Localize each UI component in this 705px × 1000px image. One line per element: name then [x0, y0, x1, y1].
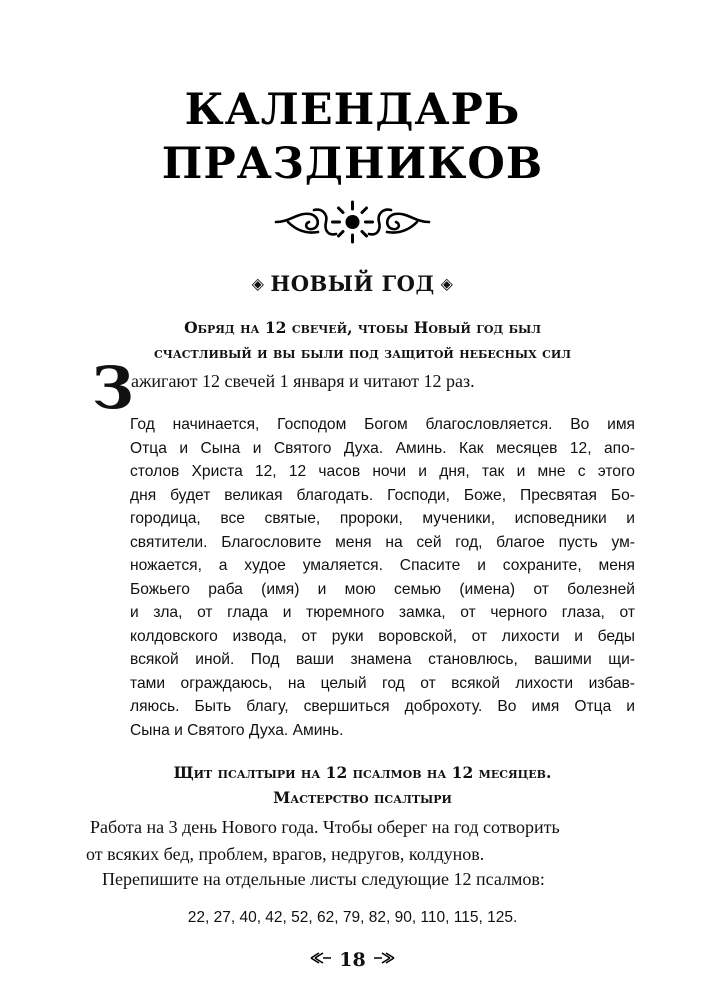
work-line-1: Работа на 3 день Нового года. Чтобы оберег на год сотворить — [90, 817, 560, 837]
psalter-shield-title — [90, 760, 635, 810]
page-title-line-2: ПРАЗДНИКОВ — [161, 139, 544, 189]
prayer-line: святители. Благословите меня на сей год, благое пусть ум- — [130, 533, 635, 551]
prayer-line: Год начинается, Господом Богом благословляется. Во имя — [130, 416, 635, 433]
prayer-line: ляюсь. Быть благу, свершиться доброхоту. Во имя Отца и — [130, 698, 635, 715]
psalter-title-line-1: Щит псалтыри на 12 псалмов на 12 месяцев. — [173, 763, 552, 782]
prayer-line: столов Христа 12, 12 часов ночи и дня, так и мне с этого — [130, 463, 635, 480]
prayer-line: Сына и Святого Духа. Аминь. — [130, 721, 344, 739]
rite-title — [90, 315, 635, 365]
section-heading — [0, 267, 705, 301]
scroll-bracket-icon — [309, 952, 333, 964]
work-instructions — [88, 814, 638, 868]
rewrite-line: Перепишите на отдельные листы следующие 12 псалмов: — [102, 869, 545, 889]
sun-scroll-ornament-icon — [270, 196, 435, 248]
section-heading-text: НОВЫЙ ГОД — [270, 271, 435, 296]
work-line-2: от всяких бед, проблем, врагов, недругов, колдунов. — [86, 844, 485, 864]
prayer-text — [130, 413, 635, 742]
prayer-line: и зла, от глада и тюремного замка, от черного глаза, от — [130, 604, 635, 621]
prayer-line: всякой иной. Под ваши знамена становлюсь, вашими щи- — [130, 651, 635, 668]
drop-cap: З — [92, 354, 134, 422]
prayer-line: ножается, а худое умаляется. Спасите и сохраните, меня — [130, 557, 635, 574]
psalm-list: 22, 27, 40, 42, 52, 62, 79, 82, 90, 110, 115, 125. — [187, 909, 518, 926]
prayer-line: колдовского извода, от руки воровской, от лихости и беды — [130, 627, 635, 645]
prayer-line: тами ограждаюсь, на целый год от всякой лихости избав- — [130, 674, 635, 692]
prayer-line: Божьего раба (имя) и мою семью (имена) от болезней — [130, 580, 635, 598]
prayer-line: дня будет великая благодать. Господи, Боже, Пресвятая Бо- — [130, 486, 635, 504]
rewrite-instructions — [88, 866, 638, 893]
psalter-title-line-2: Мастерство псалтыри — [273, 788, 452, 807]
page-number — [0, 947, 705, 973]
prayer-line: городица, все святые, пророки, мученики, исповедники и — [130, 510, 635, 527]
page-title-line-1: КАЛЕНДАРЬ — [184, 85, 521, 135]
scroll-bracket-icon — [372, 952, 396, 964]
page-number-text: 18 — [339, 949, 366, 971]
prayer-line: Отца и Сына и Святого Духа. Аминь. Как месяцев 12, апо- — [130, 439, 635, 457]
rite-title-line-2: счастливый и вы были под защитой небесных сил — [154, 343, 571, 362]
intro-text: ажигают 12 свечей 1 января и читают 12 раз. — [131, 371, 475, 391]
rite-title-line-1: Обряд на 12 свечей, чтобы Новый год был — [184, 318, 541, 337]
diamond-bullet-icon: ◈ — [251, 274, 265, 293]
diamond-bullet-icon: ◈ — [440, 274, 454, 293]
page-title — [0, 83, 705, 191]
